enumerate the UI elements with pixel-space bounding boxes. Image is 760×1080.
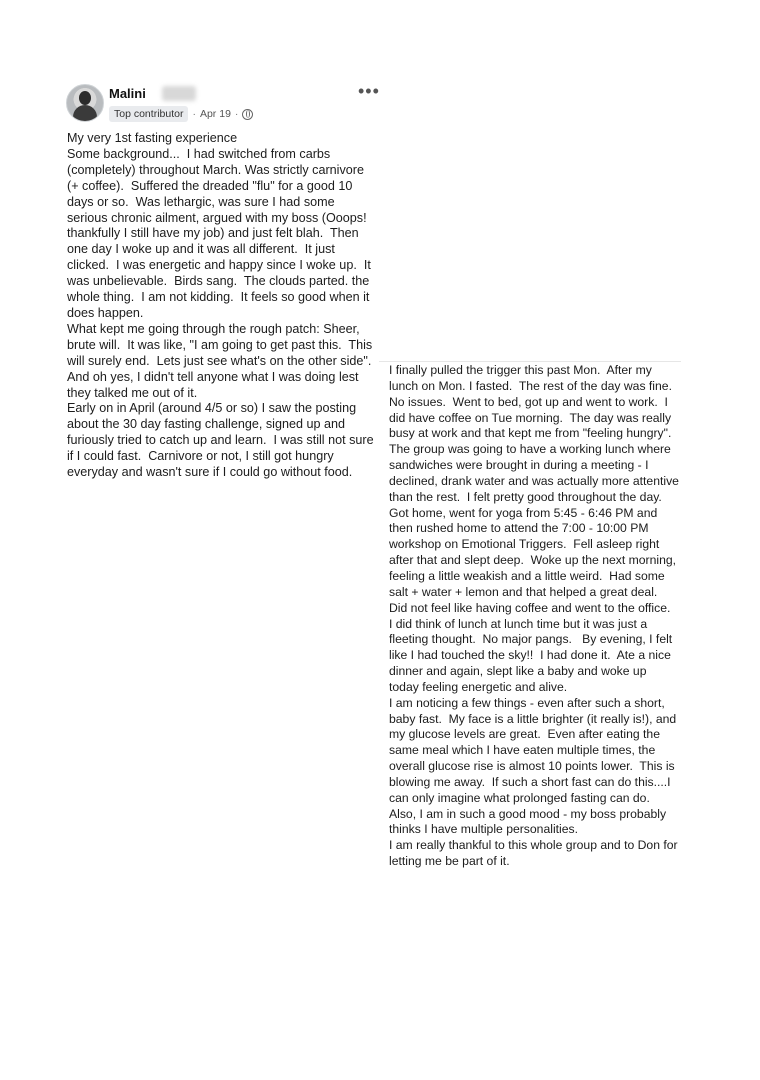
post-text-part-2: I finally pulled the trigger this past Mon. After my lunch on Mon. I fasted. The rest of the day was fine. No issues. Went to bed, got up and went to work. I did have coffee on Tue morning. The day was really busy at work and that kept me from "feeling hungry". The group was going to have a working lunch where sandwiches were brought in during a meeting - I declined, drank water and was actually more attentive than the rest. I felt pretty good throughout the day. Got home, went for yoga from 5:45 - 6:46 PM and then rushed home to attend the 7:00 - 10:00 PM workshop on Emotional Triggers. Fell asleep right after that and slept deep. Woke up the next morning, feeling a little weakish and a little weird. Had some salt + water + lemon and that helped a great deal. Did not feel like having coffee and went to the office. I did think of lunch at lunch time but it was just a fleeting thought. No major pangs. By evening, I felt like I had touched the sky!! I had done it. Ate a nice dinner and again, slept like a baby and woke up today feeling energetic and alive. I am noticing a few things - even after such a short, baby fast. My face is a little brighter (it really is!), and my glucose levels are great. Even after eating the same meal which I have eaten multiple times, the overall glucose rise is almost 10 points lower. This is blowing me away. If such a short fast can do this....I can only imagine what prolonged fasting can do. Also, I am in such a good mood - my boss probably thinks I have multiple personalities. I am really thankful to this whole group and to Don for letting me be part of it. [389, 363, 679, 869]
top-contributor-badge[interactable]: Top contributor [109, 106, 188, 122]
post-meta [109, 106, 253, 122]
post-header [66, 81, 386, 126]
post-date[interactable]: Apr 19 [199, 108, 231, 120]
more-options-button[interactable]: ••• [358, 81, 380, 101]
meta-separator: · [192, 108, 196, 120]
post-text-part-1: My very 1st fasting experience Some background... I had switched from carbs (completely) throughout March. Was strictly carnivore (+ coffee). Suffered the dreaded "flu" for a good 10 days or so. Was lethargic, was sure I had some serious chronic ailment, argued with my boss (Ooops! thankfully I still have my job) and just felt blah. Then one day I woke up and it was all different. It just clicked. I was energetic and happy since I woke up. It was unbelievable. Birds sang. The clouds parted. the whole thing. I am not kidding. It feels so good when it does happen. What kept me going through the rough patch: Sheer, brute will. It was like, "I am going to get past this. This will surely end. Lets just see what's on the other side". And oh yes, I didn't tell anyone what I was doing lest they talked me out of it. Early on in April (around 4/5 or so) I saw the posting about the 30 day fasting challenge, signed up and furiously tried to catch up and learn. I was still not sure if I could fast. Carnivore or not, I still got hungry everyday and wasn't sure if I could go without food. [67, 131, 374, 480]
author-name[interactable]: Malini [109, 86, 146, 101]
continuation-divider [379, 361, 681, 362]
avatar-body [73, 105, 97, 122]
avatar[interactable] [66, 84, 104, 122]
globe-icon [242, 109, 253, 120]
redacted-surname [162, 86, 196, 101]
avatar-head [79, 91, 91, 105]
meta-separator: · [234, 108, 239, 120]
